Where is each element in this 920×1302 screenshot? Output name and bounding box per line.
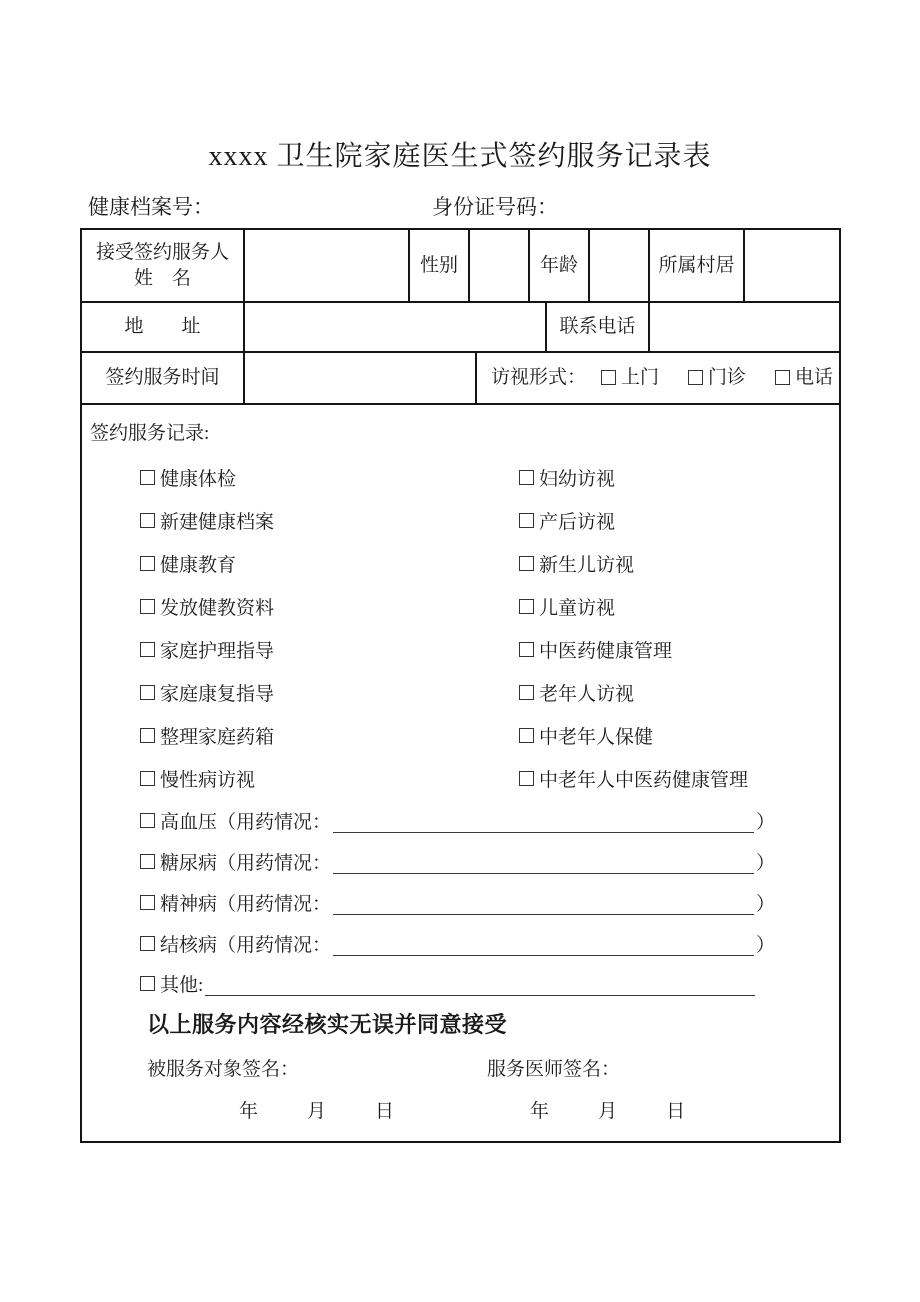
service-item-label: 中老年人保健 [539,727,654,748]
service-item-label: 新建健康档案 [160,512,275,533]
checkbox-icon[interactable] [519,685,534,700]
medication-blank-line[interactable] [333,890,754,915]
paren-close: ） [755,935,775,956]
client-signature-label[interactable]: 被服务对象签名： [147,1059,300,1080]
service-item-label: 健康体检 [160,469,237,490]
medication-blank-line[interactable] [333,849,754,874]
service-item[interactable] [519,679,839,706]
service-item[interactable] [519,636,839,663]
paren-close: ） [755,894,775,915]
service-item-label: 中医药健康管理 [539,641,673,662]
service-item[interactable] [140,679,519,706]
address-label-cell: 地 址 [82,303,245,351]
service-item[interactable] [519,464,839,491]
disease-label: 高血压 [160,812,218,833]
service-item[interactable] [140,507,519,534]
medication-label: （用药情况： [217,812,332,833]
age-input-cell[interactable] [590,230,650,301]
other-label: 其他: [160,974,204,996]
service-item-label: 妇幼访视 [539,469,616,490]
service-record-section [82,405,839,1141]
village-input-cell[interactable] [745,230,839,301]
service-item-label: 家庭护理指导 [160,641,275,662]
service-item[interactable] [519,593,839,620]
service-item-label: 老年人访视 [539,684,635,705]
service-checkbox-grid [82,456,839,800]
checkbox-icon[interactable] [775,370,790,385]
year-label: 年 [530,1101,550,1122]
checkbox-icon[interactable] [140,895,155,910]
service-time-input-cell[interactable] [245,353,477,403]
service-time-label-cell: 签约服务时间 [82,353,245,403]
medication-label: （用药情况： [217,894,332,915]
checkbox-icon[interactable] [519,599,534,614]
day-label: 日 [666,1101,686,1122]
checkbox-icon[interactable] [519,556,534,571]
form-table [80,228,841,1143]
service-item-label: 新生儿访视 [539,555,635,576]
service-item-label: 整理家庭药箱 [160,727,275,748]
checkbox-icon[interactable] [140,728,155,743]
checkbox-icon[interactable] [688,370,703,385]
service-item-label: 发放健教资料 [160,598,275,619]
person-name-label-line1: 接受签约服务人 [95,241,229,263]
archive-no-label: 健康档案号： [88,195,214,219]
id-no-label: 身份证号码： [432,195,558,219]
signature-row [82,1054,839,1080]
service-item[interactable] [140,765,519,792]
service-item-label: 产后访视 [539,512,616,533]
checkbox-icon[interactable] [140,599,155,614]
person-name-label-cell [82,230,245,301]
disease-label: 精神病 [160,894,218,915]
service-item[interactable] [519,765,839,792]
person-info-row [82,230,839,303]
page-title: xxxx 卫生院家庭医生式签约服务记录表 [208,141,712,172]
paren-close: ） [755,853,775,874]
other-row[interactable] [82,964,757,1002]
medication-label: （用药情况： [217,853,332,874]
address-row [82,303,839,353]
medication-blank-line[interactable] [333,931,754,956]
gender-input-cell[interactable] [470,230,530,301]
checkbox-icon[interactable] [140,854,155,869]
service-item[interactable] [519,550,839,577]
visit-option-clinic[interactable] [688,365,746,391]
checkbox-icon[interactable] [519,470,534,485]
date-row [82,1096,839,1123]
medication-blank-line[interactable] [333,808,754,833]
visit-type-cell [477,353,839,403]
consent-statement: 以上服务内容经核实无误并同意接受 [147,1012,508,1037]
disease-row-mental-illness[interactable] [140,882,775,923]
month-label: 月 [307,1101,327,1122]
other-blank-line[interactable] [205,971,755,996]
checkbox-icon[interactable] [140,513,155,528]
year-label: 年 [239,1101,259,1122]
service-item[interactable] [140,722,519,749]
service-item[interactable] [140,550,519,577]
service-item[interactable] [519,722,839,749]
visit-type-label: 访视形式： [491,367,587,389]
doctor-signature-label[interactable]: 服务医师签名： [487,1059,621,1080]
visit-option-label: 门诊 [708,367,747,389]
service-item-label: 家庭康复指导 [160,684,275,705]
service-item-label: 中老年人中医药健康管理 [539,770,749,791]
address-input-cell[interactable] [245,303,547,351]
medication-label: （用药情况： [217,935,332,956]
checkbox-icon[interactable] [519,728,534,743]
day-label: 日 [375,1101,395,1122]
visit-option-phone[interactable] [775,365,833,391]
month-label: 月 [598,1101,618,1122]
person-name-input-cell[interactable] [245,230,410,301]
checkbox-icon[interactable] [519,513,534,528]
disease-label: 结核病 [160,935,218,956]
checkbox-icon[interactable] [519,771,534,786]
person-name-label-line2: 姓 名 [133,267,191,289]
service-item[interactable] [519,507,839,534]
village-label-cell: 所属村居 [650,230,745,301]
checkbox-icon[interactable] [601,370,616,385]
disease-label: 糖尿病 [160,853,218,874]
disease-list [82,800,839,964]
age-label-cell: 年龄 [530,230,590,301]
checkbox-icon[interactable] [140,642,155,657]
checkbox-icon[interactable] [519,642,534,657]
disease-row-tuberculosis[interactable] [140,923,775,964]
phone-label-cell: 联系电话 [547,303,650,351]
visit-option-label: 电话 [795,367,834,389]
service-item-label: 慢性病访视 [160,770,256,791]
checkbox-icon[interactable] [140,771,155,786]
service-item[interactable] [140,464,519,491]
doctor-date-fields[interactable] [530,1096,685,1123]
service-item[interactable] [140,636,519,663]
service-record-label: 签约服务记录: [90,423,210,444]
paren-close: ） [755,812,775,833]
service-time-row [82,353,839,405]
checkbox-icon[interactable] [140,936,155,951]
service-item-label: 儿童访视 [539,598,616,619]
checkbox-icon[interactable] [140,813,155,828]
service-item[interactable] [140,593,519,620]
visit-option-label: 上门 [621,367,660,389]
checkbox-icon[interactable] [140,976,155,991]
checkbox-icon[interactable] [140,470,155,485]
checkbox-icon[interactable] [140,685,155,700]
visit-option-home[interactable] [601,365,659,391]
disease-row-hypertension[interactable] [140,800,775,841]
phone-input-cell[interactable] [650,303,839,351]
disease-row-diabetes[interactable] [140,841,775,882]
checkbox-icon[interactable] [140,556,155,571]
gender-label-cell: 性别 [410,230,470,301]
service-item-label: 健康教育 [160,555,237,576]
client-date-fields[interactable] [239,1096,394,1123]
